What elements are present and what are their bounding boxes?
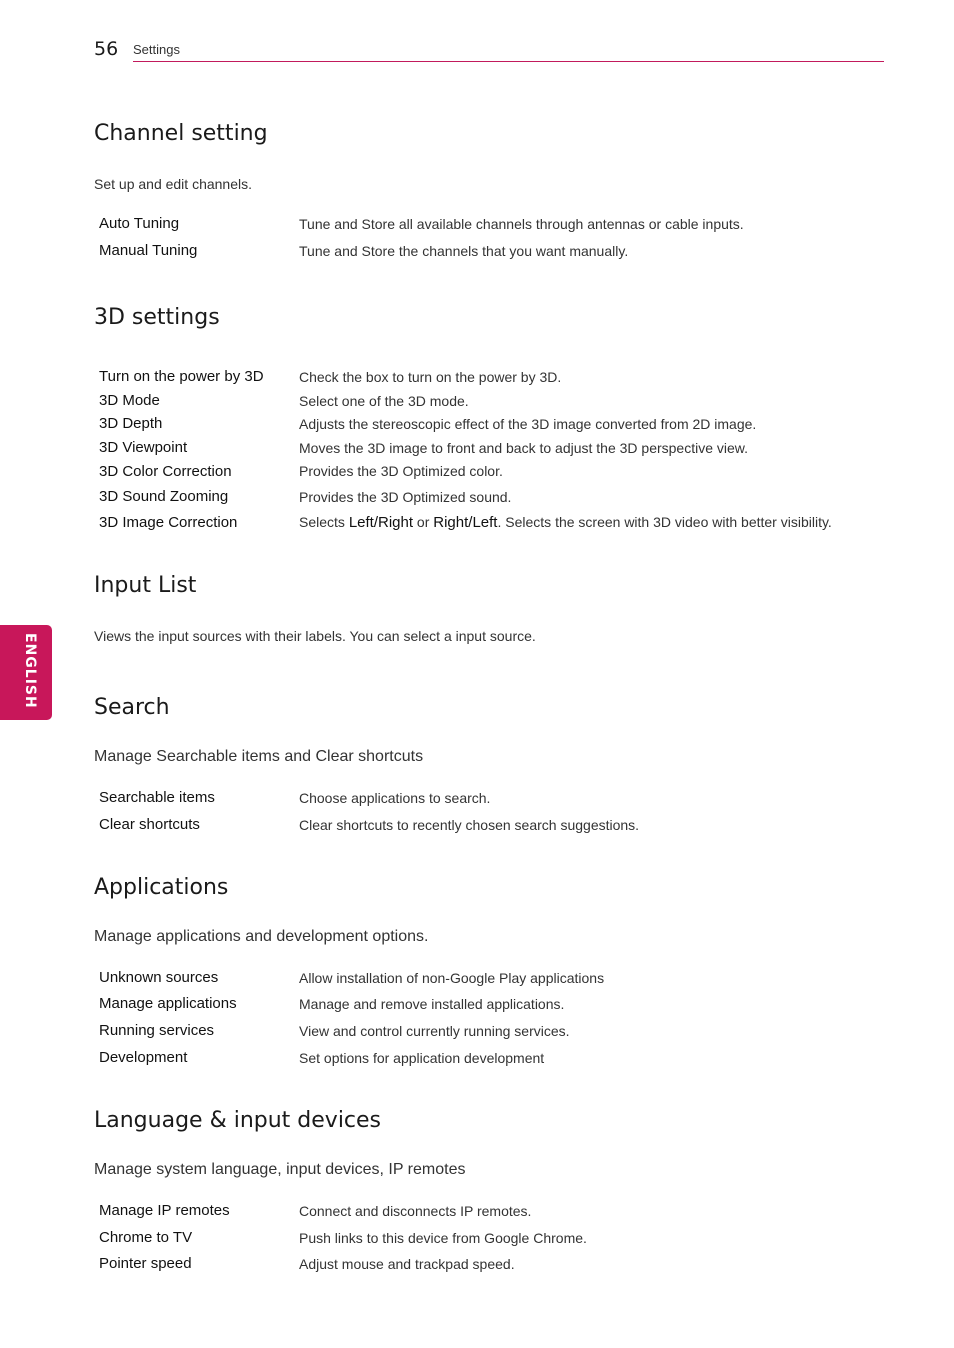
page-number: 56	[94, 38, 119, 60]
desc-turn-on-power-by-3d: Check the box to turn on the power by 3D.	[299, 369, 562, 385]
option-right-left: Right/Left	[433, 514, 498, 531]
desc-3d-color-correction: Provides the 3D Optimized color.	[299, 463, 503, 479]
term-searchable-items: Searchable items	[99, 789, 215, 806]
desc-manage-ip-remotes: Connect and disconnects IP remotes.	[299, 1203, 532, 1219]
input-list-intro: Views the input sources with their labels. You can select a input source.	[94, 628, 536, 644]
input-list-heading: Input List	[94, 573, 197, 598]
term-turn-on-power-by-3d: Turn on the power by 3D	[99, 368, 264, 385]
desc-3d-image-correction-part-1: Selects	[299, 514, 349, 530]
desc-running-services: View and control currently running services.	[299, 1023, 570, 1039]
desc-searchable-items: Choose applications to search.	[299, 790, 491, 806]
desc-development: Set options for application development	[299, 1050, 545, 1066]
desc-unknown-sources: Allow installation of non-Google Play applications	[299, 970, 605, 986]
term-3d-depth: 3D Depth	[99, 415, 163, 432]
term-3d-color-correction: 3D Color Correction	[99, 463, 232, 480]
language-side-tab-label: ENGLISH	[22, 633, 38, 709]
term-auto-tuning: Auto Tuning	[99, 215, 180, 232]
term-3d-sound-zooming: 3D Sound Zooming	[99, 488, 229, 505]
channel-setting-intro: Set up and edit channels.	[94, 176, 253, 192]
term-pointer-speed: Pointer speed	[99, 1255, 192, 1272]
term-3d-image-correction: 3D Image Correction	[99, 514, 238, 531]
desc-3d-sound-zooming: Provides the 3D Optimized sound.	[299, 489, 512, 505]
term-3d-mode: 3D Mode	[99, 392, 160, 409]
applications-heading: Applications	[94, 875, 229, 900]
search-intro: Manage Searchable items and Clear shortcuts	[94, 748, 424, 765]
term-manage-applications: Manage applications	[99, 995, 237, 1012]
desc-3d-image-correction	[299, 514, 832, 531]
desc-auto-tuning: Tune and Store all available channels through antennas or cable inputs.	[299, 216, 744, 232]
channel-setting-heading: Channel setting	[94, 121, 268, 146]
desc-manage-applications: Manage and remove installed applications.	[299, 996, 565, 1012]
header-section-name: Settings	[133, 42, 180, 57]
desc-3d-mode: Select one of the 3D mode.	[299, 393, 469, 409]
language-input-heading: Language & input devices	[94, 1108, 382, 1133]
term-development: Development	[99, 1049, 188, 1066]
desc-3d-image-correction-part-2: or	[413, 514, 434, 530]
language-input-intro: Manage system language, input devices, IP remotes	[94, 1161, 466, 1178]
3d-settings-heading: 3D settings	[94, 305, 220, 330]
desc-3d-depth: Adjusts the stereoscopic effect of the 3D image converted from 2D image.	[299, 416, 757, 432]
desc-3d-image-correction-part-3: . Selects the screen with 3D video with better visibility.	[497, 514, 832, 530]
desc-pointer-speed: Adjust mouse and trackpad speed.	[299, 1256, 515, 1272]
term-clear-shortcuts: Clear shortcuts	[99, 816, 200, 833]
option-left-right: Left/Right	[348, 514, 414, 531]
term-manual-tuning: Manual Tuning	[99, 242, 198, 259]
term-3d-viewpoint: 3D Viewpoint	[99, 439, 188, 456]
desc-manual-tuning: Tune and Store the channels that you want manually.	[299, 243, 629, 259]
term-chrome-to-tv: Chrome to TV	[99, 1229, 193, 1246]
applications-intro: Manage applications and development options.	[94, 928, 429, 945]
term-unknown-sources: Unknown sources	[99, 969, 219, 986]
search-heading: Search	[94, 695, 170, 720]
desc-clear-shortcuts: Clear shortcuts to recently chosen search suggestions.	[299, 817, 640, 833]
desc-3d-viewpoint: Moves the 3D image to front and back to adjust the 3D perspective view.	[299, 440, 749, 456]
desc-chrome-to-tv: Push links to this device from Google Chrome.	[299, 1230, 587, 1246]
header-rule	[133, 61, 884, 62]
term-manage-ip-remotes: Manage IP remotes	[99, 1202, 230, 1219]
term-running-services: Running services	[99, 1022, 215, 1039]
